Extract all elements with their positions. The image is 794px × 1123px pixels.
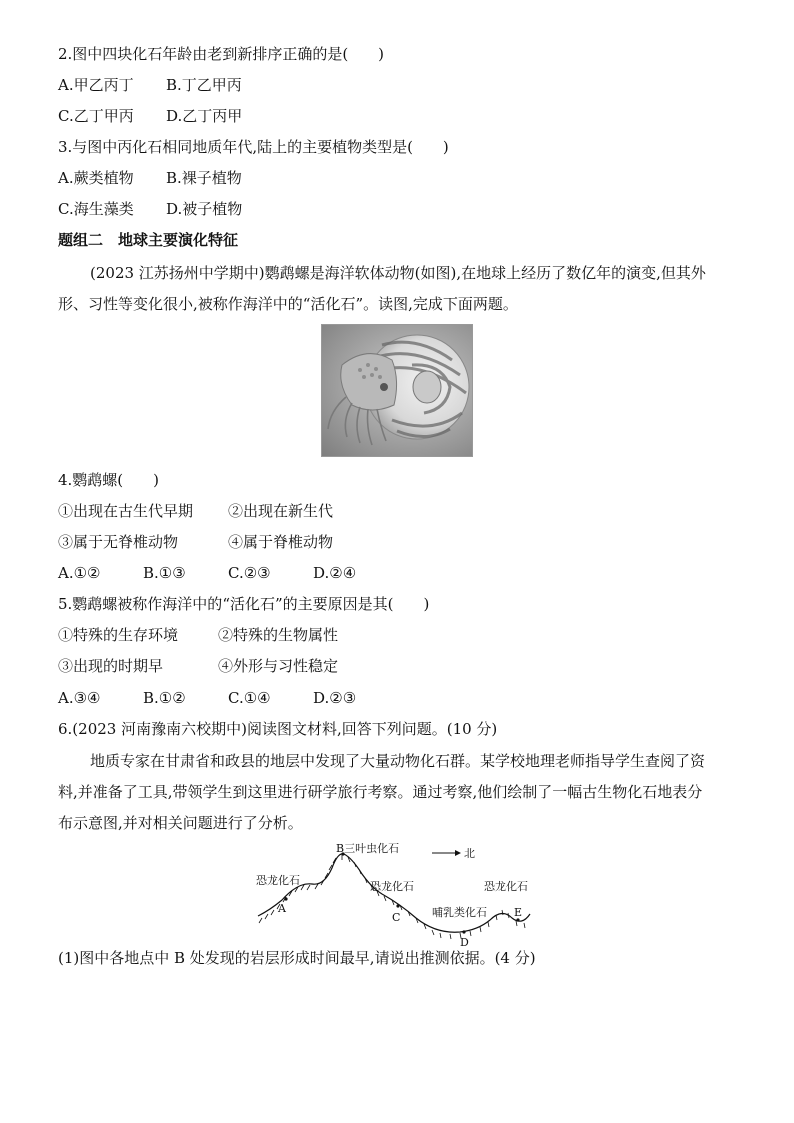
q4-statement-2: ②出现在新生代: [228, 502, 334, 520]
q3-option-c: C.海生藻类: [58, 200, 134, 218]
q5-statement-1: ①特殊的生存环境: [58, 626, 179, 644]
north-arrow-head: [455, 850, 461, 856]
fossil-distribution-diagram: [240, 838, 560, 948]
q6-para-line-3: 布示意图,并对相关问题进行了分析。: [58, 814, 303, 832]
intro-line-1: (2023 江苏扬州中学期中)鹦鹉螺是海洋软体动物(如图),在地球上经历了数亿年的演变,但其外: [90, 264, 706, 282]
q3-options-row1: [58, 168, 242, 188]
q5-option-d: D.②③: [313, 689, 357, 707]
q5-statement-2: ②特殊的生物属性: [218, 626, 339, 644]
q4-option-d: D.②④: [313, 564, 357, 582]
label-c-fossil: 恐龙化石: [370, 880, 414, 893]
q5-option-a: A.③④: [58, 689, 101, 707]
q2-option-a: A.甲乙丙丁: [58, 76, 134, 94]
site-a-point: [284, 897, 287, 900]
q4-options: [58, 563, 356, 583]
q4-statements-row1: [58, 501, 333, 521]
label-b: B三叶虫化石: [336, 842, 400, 855]
q2-stem: 2.图中四块化石年龄由老到新排序正确的是( ): [58, 45, 385, 63]
q5-option-c: C.①④: [228, 689, 271, 707]
section-title: 题组二 地球主要演化特征: [58, 231, 239, 249]
label-a: A: [278, 902, 286, 915]
q3-options-row2: [58, 199, 242, 219]
q6-para-line-1: 地质专家在甘肃省和政县的地层中发现了大量动物化石群。某学校地理老师指导学生查阅了资: [90, 752, 706, 770]
q5-statements-row2: [58, 656, 338, 676]
q4-option-c: C.②③: [228, 564, 271, 582]
q4-option-b: B.①③: [143, 564, 186, 582]
q2-option-c: C.乙丁甲丙: [58, 107, 134, 125]
q5-statement-4: ④外形与习性稳定: [218, 657, 339, 675]
q3-stem: 3.与图中丙化石相同地质年代,陆上的主要植物类型是( ): [58, 138, 449, 156]
q4-statements-row2: [58, 532, 333, 552]
label-d: D: [460, 936, 469, 948]
nautilus-illustration: [322, 325, 472, 456]
q5-statements-row1: [58, 625, 338, 645]
q2-options-row2: [58, 106, 242, 126]
q4-option-a: A.①②: [58, 564, 101, 582]
q5-option-b: B.①②: [143, 689, 186, 707]
q2-option-d: D.乙丁丙甲: [166, 107, 243, 125]
q6-stem: 6.(2023 河南豫南六校期中)阅读图文材料,回答下列问题。(10 分): [58, 720, 498, 738]
label-e: E: [514, 906, 523, 919]
label-c: C: [392, 911, 401, 924]
q4-statement-1: ①出现在古生代早期: [58, 502, 194, 520]
q5-stem: 5.鹦鹉螺被称作海洋中的“活化石”的主要原因是其( ): [58, 595, 430, 613]
north-label: 北: [464, 847, 475, 860]
q6-para-line-2: 料,并准备了工具,带领学生到这里进行研学旅行考察。通过考察,他们绘制了一幅古生物化石地表分: [58, 783, 703, 801]
q5-statement-3: ③出现的时期早: [58, 657, 164, 675]
terrain-hatching: [259, 855, 525, 939]
intro-line-2: 形、习性等变化很小,被称作海洋中的“活化石”。读图,完成下面两题。: [58, 295, 518, 313]
q6-sub1: (1)图中各地点中 B 处发现的岩层形成时间最早,请说出推测依据。(4 分): [58, 949, 536, 967]
q4-stem: 4.鹦鹉螺( ): [58, 471, 160, 489]
q4-statement-3: ③属于无脊椎动物: [58, 533, 179, 551]
q3-option-d: D.被子植物: [166, 200, 243, 218]
nautilus-photo: [321, 324, 473, 457]
q3-option-a: A.蕨类植物: [58, 169, 134, 187]
site-c-point: [396, 904, 399, 907]
label-e-fossil: 恐龙化石: [484, 880, 528, 893]
q3-option-b: B.裸子植物: [166, 169, 242, 187]
site-d-point: [462, 930, 465, 933]
q2-option-b: B.丁乙甲丙: [166, 76, 242, 94]
q5-options: [58, 688, 356, 708]
q4-statement-4: ④属于脊椎动物: [228, 533, 334, 551]
q2-options-row1: [58, 75, 242, 95]
label-d-fossil: 哺乳类化石: [432, 906, 487, 919]
label-a-fossil: 恐龙化石: [256, 874, 300, 887]
